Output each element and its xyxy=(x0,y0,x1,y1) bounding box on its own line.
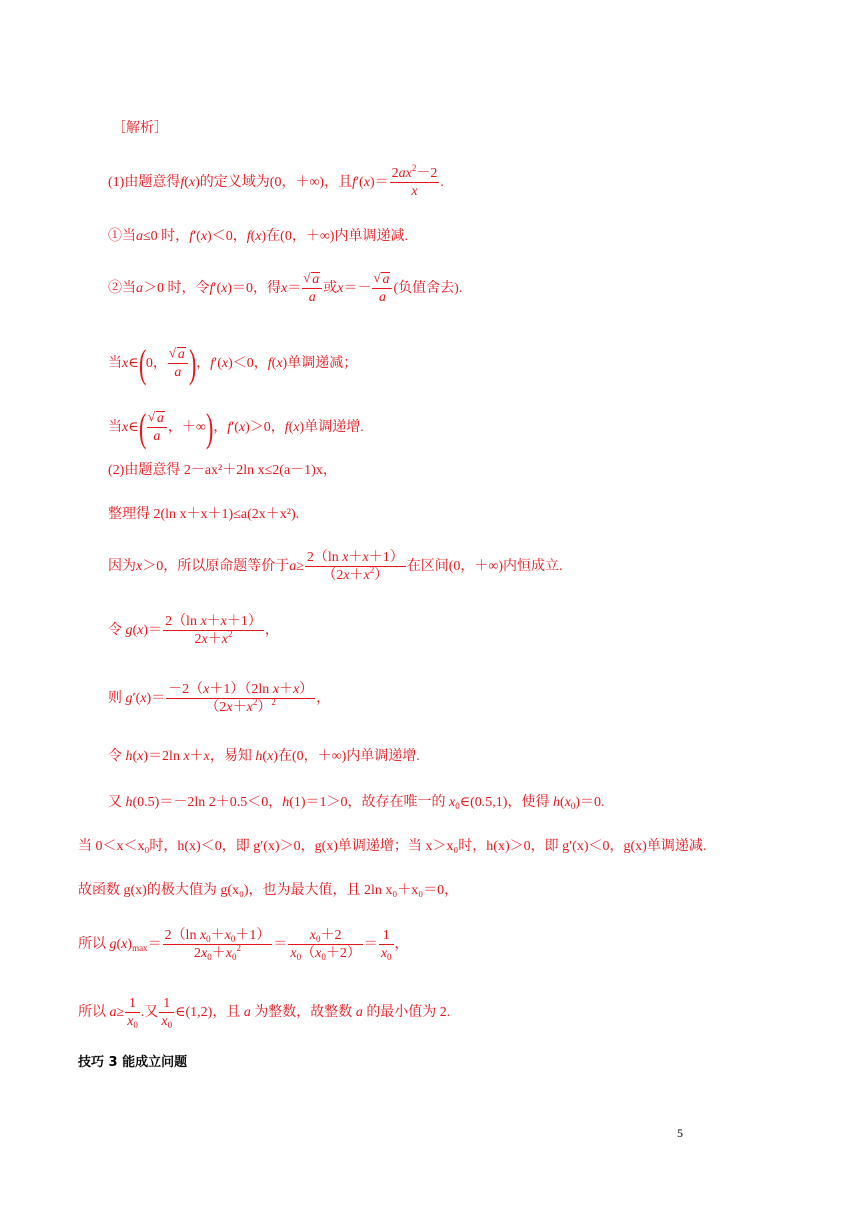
analysis-header: ［解析］ xyxy=(112,121,168,136)
page-number: 5 xyxy=(677,1126,683,1140)
line-increasing-interval: 当x∈( √ $\frac{a}{a}$ ，＋∞)，f′(x)＞0，f(x)单调递增. xyxy=(108,408,364,448)
line-case-a-le-0: ①当a≤0 时，f′(x)＜0，f(x)在(0，＋∞)内单调递减. xyxy=(108,229,408,244)
line-g-derivative: 则 g′(x)＝ $\frac{\text{－2（x＋1）（2ln x＋x）}}{(2x+x^2)^2}$ ， xyxy=(108,682,331,715)
line-case-a-gt-0: ②当a＞0 时，令f′(x)＝0，得x＝ √ $\frac{a}{a}$ 或x＝－ √ $\frac{a}{a}$ (负值舍去). xyxy=(108,272,462,306)
derivative-fraction: $\frac{2ax^2-2}{x}$ xyxy=(391,163,438,199)
line-define-g: 令 g(x)＝ $\frac{\text{2（ln x＋x＋1）}}{2x+x^2}$ ， xyxy=(108,614,279,647)
line-part2-inequality: (2)由题意得 2－ax²＋2ln x≤2(a－1)x， xyxy=(108,463,337,478)
line-decreasing-interval: 当x∈(0， √ $\frac{a}{a}$ )，f′(x)＜0，f(x)单调递减； xyxy=(108,344,357,384)
line-define-h: 令 h(x)＝2ln x＋x，易知 h(x)在(0，＋∞)内单调递增. xyxy=(108,749,420,764)
line-unique-root: 又 h(0.5)＝－2ln 2＋0.5＜0，h(1)＝1＞0，故存在唯一的 $x_0\in(0.5,1)$，使得 $h(x_0)=0$. xyxy=(108,795,605,811)
line-domain: (1)由题意得f(x)的定义域为(0，＋∞)，且f′(x)＝ $\frac{2ax^2-2}{x}$ . xyxy=(108,163,444,199)
line-monotonicity: 当 0＜x＜x₀时，h(x)＜0，即 g′(x)＞0，g(x)单调递增；当 x＞x₀时，h(x)＞0，即 g′(x)＜0，g(x)单调递减. xyxy=(78,839,707,854)
line-rearranged: 整理得 2(ln x＋x＋1)≤a(2x＋x²). xyxy=(108,507,300,522)
line-equivalent: 因为x＞0，所以原命题等价于a≥ $\frac{\text{2（ln x＋x＋1）}}{(2x+x^2)}$ 在区间(0，＋∞)内恒成立. xyxy=(108,550,563,583)
section-title: 技巧 3 能成立问题 xyxy=(78,1055,188,1070)
line-maximum: 故函数 g(x)的极大值为 g(x₀)，也为最大值，且 2ln x₀＋x₀＝0， xyxy=(78,883,459,898)
line-g-max: 所以 $g(x)_{max}=$ $\frac{2(\ln x_0+x_0+1)}{2x_0+x_0^2}$ ＝ $\frac{x_0+2}{x_0(x_0+2)}$ ＝ $\frac{1}{x_0}$ ， xyxy=(78,928,409,962)
line-conclusion: 所以 a≥ $\frac{1}{x_0}$ .又 $\frac{1}{x_0}$ ∈(1,2)，且 a 为整数，故整数 a 的最小值为 2. xyxy=(78,996,451,1030)
